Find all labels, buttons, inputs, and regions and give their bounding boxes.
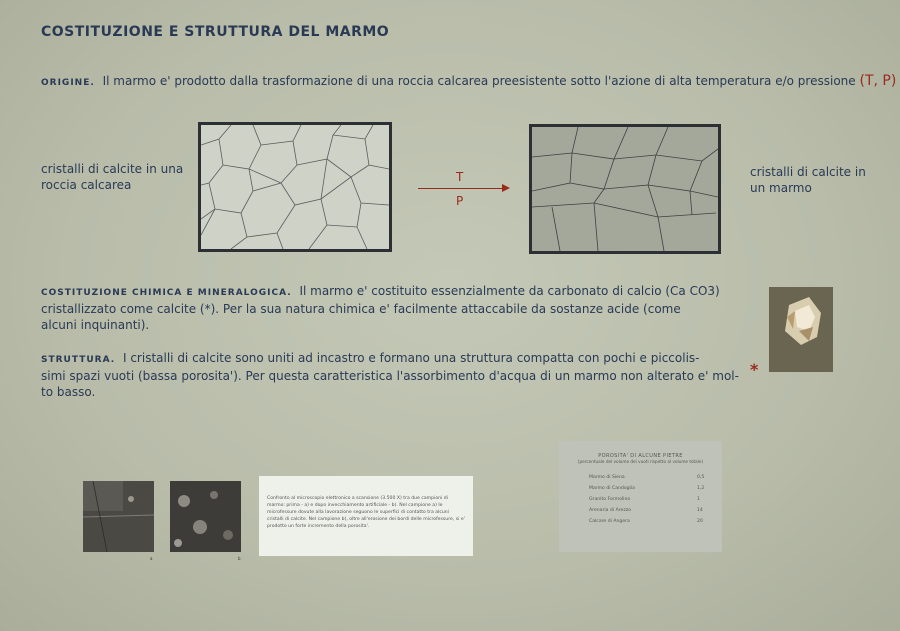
left-caption-line-2: roccia calcarea (41, 178, 132, 192)
struttura-line-2: simi spazi vuoti (bassa porosita'). Per questa caratteristica l'assorbimento d'acqua di un marmo non alterato e' mol- (41, 369, 739, 383)
calcite-sample-photo (769, 287, 833, 372)
costituzione-keyword: COSTITUZIONE CHIMICA E MINERALOGICA. (41, 288, 292, 298)
porosity-row (569, 494, 712, 505)
origine-text: Il marmo e' prodotto dalla trasformazione di una roccia calcarea preesistente sotto l'azione di alta temperatura e/o pressione (102, 74, 856, 88)
calcite-crystal-drawing (769, 287, 833, 372)
sem-photo-b-texture (170, 481, 241, 552)
limestone-crystal-diagram (198, 122, 392, 252)
porosity-row (569, 505, 712, 516)
right-caption-line-1: cristalli di calcite in (750, 165, 866, 179)
costituzione-line-1: Il marmo e' costituito essenzialmente da carbonato di calcio (Ca CO3) (299, 284, 720, 298)
porosity-row (569, 516, 712, 527)
porosity-value: 1 (697, 497, 700, 502)
photo-a-label: a (150, 556, 153, 561)
porosity-value: 0,5 (697, 475, 705, 480)
sem-comparison-text: Confronto al microscopio elettronico a scansione (3.500 X) tra due campioni di marmo: prima - a) e dopo invecchiamento artificiale - b). Nel campione a) le microfessure dovute alla lavorazione seguono le superfici di contatto tra alcuni cristalli di calcite. Nel campione b), oltre all'erosione dei bordi delle microfessure, si e' prodotto un forte incremento della porosita'. (267, 496, 465, 529)
limestone-grains-drawing (201, 125, 389, 249)
arrow-label-pressure: P (456, 194, 464, 208)
struttura-keyword: STRUTTURA. (41, 355, 116, 365)
porosity-row (569, 472, 712, 483)
porosity-value: 1,2 (697, 486, 705, 491)
origine-paragraph (41, 73, 897, 91)
porosity-stone-name: Arenaria di Arezzo (589, 508, 631, 513)
porosity-stone-name: Marmo di Candoglia (589, 486, 635, 491)
arrow-head-icon (502, 184, 510, 192)
origine-symbol: (T, P) (859, 73, 897, 89)
page-title: COSTITUZIONE E STRUTTURA DEL MARMO (41, 24, 390, 40)
left-caption (41, 161, 183, 193)
costituzione-paragraph (41, 283, 731, 333)
struttura-line-3: to basso. (41, 385, 96, 399)
marble-grains-drawing (532, 127, 718, 251)
porosity-row (569, 483, 712, 494)
porosity-value: 20 (697, 519, 703, 524)
sem-photo-b (170, 481, 241, 552)
right-caption (750, 164, 866, 196)
costituzione-line-3: alcuni inquinanti). (41, 318, 150, 332)
calcite-star-marker: * (750, 360, 759, 379)
marble-crystal-diagram (529, 124, 721, 254)
origine-keyword: ORIGINE. (41, 78, 95, 88)
sem-photo-a (83, 481, 154, 552)
costituzione-line-2: cristallizzato come calcite (*). Per la sua natura chimica e' facilmente attaccabile da sostanze acide (come (41, 302, 681, 316)
porosity-subtitle: (percentuale del volume dei vuoti rispetto al volume totale) (577, 459, 704, 464)
struttura-line-1: I cristalli di calcite sono uniti ad incastro e formano una struttura compatta con pochi e piccolis- (122, 351, 700, 365)
porosity-card (559, 441, 722, 552)
arrow-label-temperature: T (456, 170, 464, 184)
transformation-arrow-line (418, 188, 504, 189)
struttura-paragraph (41, 350, 739, 400)
porosity-stone-name: Granito Formolino (589, 497, 631, 502)
porosity-value: 14 (697, 508, 703, 513)
photo-b-label: b (238, 556, 241, 561)
left-caption-line-1: cristalli di calcite in una (41, 162, 184, 176)
porosity-stone-name: Calcare di Angera (589, 519, 630, 524)
porosity-title: POROSITA' DI ALCUNE PIETRE (598, 453, 683, 459)
right-caption-line-2: un marmo (750, 181, 812, 195)
porosity-stone-name: Marmo di Siena (589, 475, 625, 480)
sem-photo-a-texture (83, 481, 154, 552)
sem-comparison-card (259, 476, 473, 556)
